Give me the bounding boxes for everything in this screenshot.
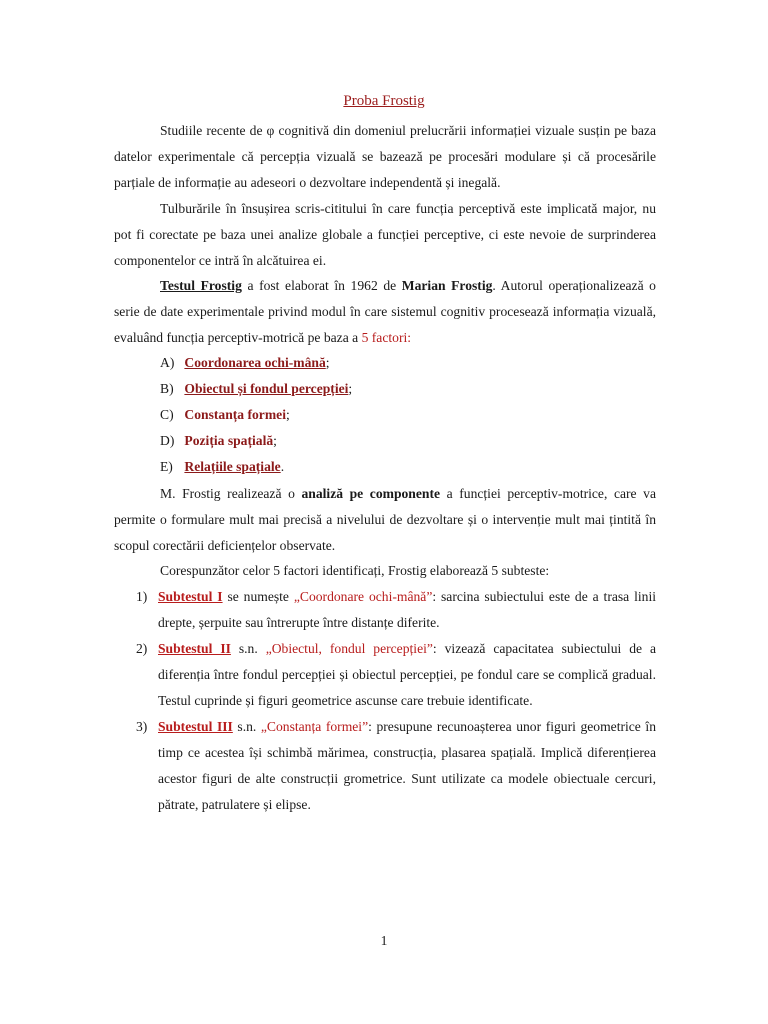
subtest-title: Subtestul III [158, 719, 233, 734]
subtest-number: 2) [136, 641, 148, 656]
factor-suffix: ; [348, 381, 353, 396]
subtest-name: „Obiectul, fondul percepției” [265, 641, 433, 656]
factor-name: Coordonarea ochi-mână [184, 355, 326, 370]
factor-item [160, 454, 352, 480]
page-number: 1 [380, 933, 388, 948]
subtest-description: : presupune recunoașterea unor figuri geometrice în timp ce acestea își schimbă mărimea, construcția, plasarea spațială. Implică diferențierea acestor figuri de alte construcții grometrice. Sunt utilizate ca modele obiectuale cercuri, pătrate, patrulatere și elipse. [158, 719, 656, 812]
factor-label: C) [160, 407, 174, 422]
subtest-item [114, 636, 656, 714]
factor-name: Constanța formei [184, 407, 286, 422]
subtest-description: : vizează capacitatea subiectului de a diferenția între fondul percepției și obiectul percepției, pe fondul care se complică gradual. Testul cuprinde și figuri geometrice ascunse care trebuie identificate. [158, 641, 657, 708]
subtest-item [114, 584, 656, 636]
subtest-title: Subtestul II [158, 641, 231, 656]
factor-item [160, 376, 352, 402]
test-name: Testul Frostig [160, 278, 242, 293]
subtests-intro-paragraph: Corespunzător celor 5 factori identificați, Frostig elaborează 5 subteste: [160, 563, 550, 578]
factor-suffix: . [280, 459, 285, 474]
factor-item [160, 350, 352, 376]
subtest-item [114, 714, 656, 818]
factor-label: E) [160, 459, 173, 474]
factors-list [160, 350, 352, 480]
author-name: Marian Frostig [401, 278, 493, 293]
factor-suffix: ; [273, 433, 277, 448]
factor-label: B) [160, 381, 174, 396]
factor-label: D) [160, 433, 175, 448]
factor-item [160, 402, 352, 428]
subtest-name: „Constanța formei” [260, 719, 369, 734]
page-title: Proba Frostig [343, 93, 425, 109]
test-description-paragraph [114, 273, 656, 351]
subtest-title: Subtestul I [158, 589, 223, 604]
subtests-list [114, 584, 656, 818]
factor-item [160, 428, 352, 454]
text-span: a fost elaborat în 1962 de [241, 278, 402, 293]
factor-suffix: ; [325, 355, 330, 370]
subtest-description: : sarcina subiectului este de a trasa linii drepte, șerpuite sau întrerupte între distanțe diferite. [158, 589, 657, 630]
subtest-name: „Coordonare ochi-mână” [293, 589, 433, 604]
factor-name: Obiectul și fondul percepției [184, 381, 349, 396]
intro-paragraph: Studiile recente de φ cognitivă din domeniul prelucrării informației vizuale susțin pe baza datelor experimentale că percepția vizuală se bazează pe procesări modulare și că procesările parțiale de informație au adeseori o dezvoltare independentă și inegală. [114, 123, 656, 190]
text-span: se numește [222, 589, 294, 604]
text-span: . Autorul operaționalizează o serie de date experimentale privind modul în care sistemul cognitiv procesează informația vizuală, evaluând funcția perceptiv-motrică pe baza a [114, 278, 656, 345]
disorders-paragraph: Tulburările în însușirea scris-cititului în care funcția perceptivă este implicată major, nu pot fi corectate pe baza unei analize globale a funcției perceptive, ci este nevoie de surprinderea componentelor ce intră în alcătuirea ei. [114, 201, 656, 268]
text-span: s.n. [230, 641, 266, 656]
factor-label: A) [160, 355, 175, 370]
factor-name: Relațiile spațiale [184, 459, 281, 474]
analysis-paragraph [114, 481, 656, 559]
factors-reference: 5 factori: [361, 330, 412, 345]
subtest-number: 3) [136, 719, 148, 734]
text-span: M. Frostig realizează o [160, 486, 302, 501]
text-span: a funcției perceptiv-motrice, care va permite o formulare mult mai precisă a nivelului de dezvoltare și o intervenție mult mai țintită în scopul corectării deficiențelor observate. [114, 486, 656, 553]
text-span: s.n. [232, 719, 261, 734]
factor-name: Poziția spațială [184, 433, 274, 448]
analysis-term: analiză pe componente [301, 486, 441, 501]
factor-suffix: ; [285, 407, 290, 422]
subtest-number: 1) [136, 589, 148, 604]
